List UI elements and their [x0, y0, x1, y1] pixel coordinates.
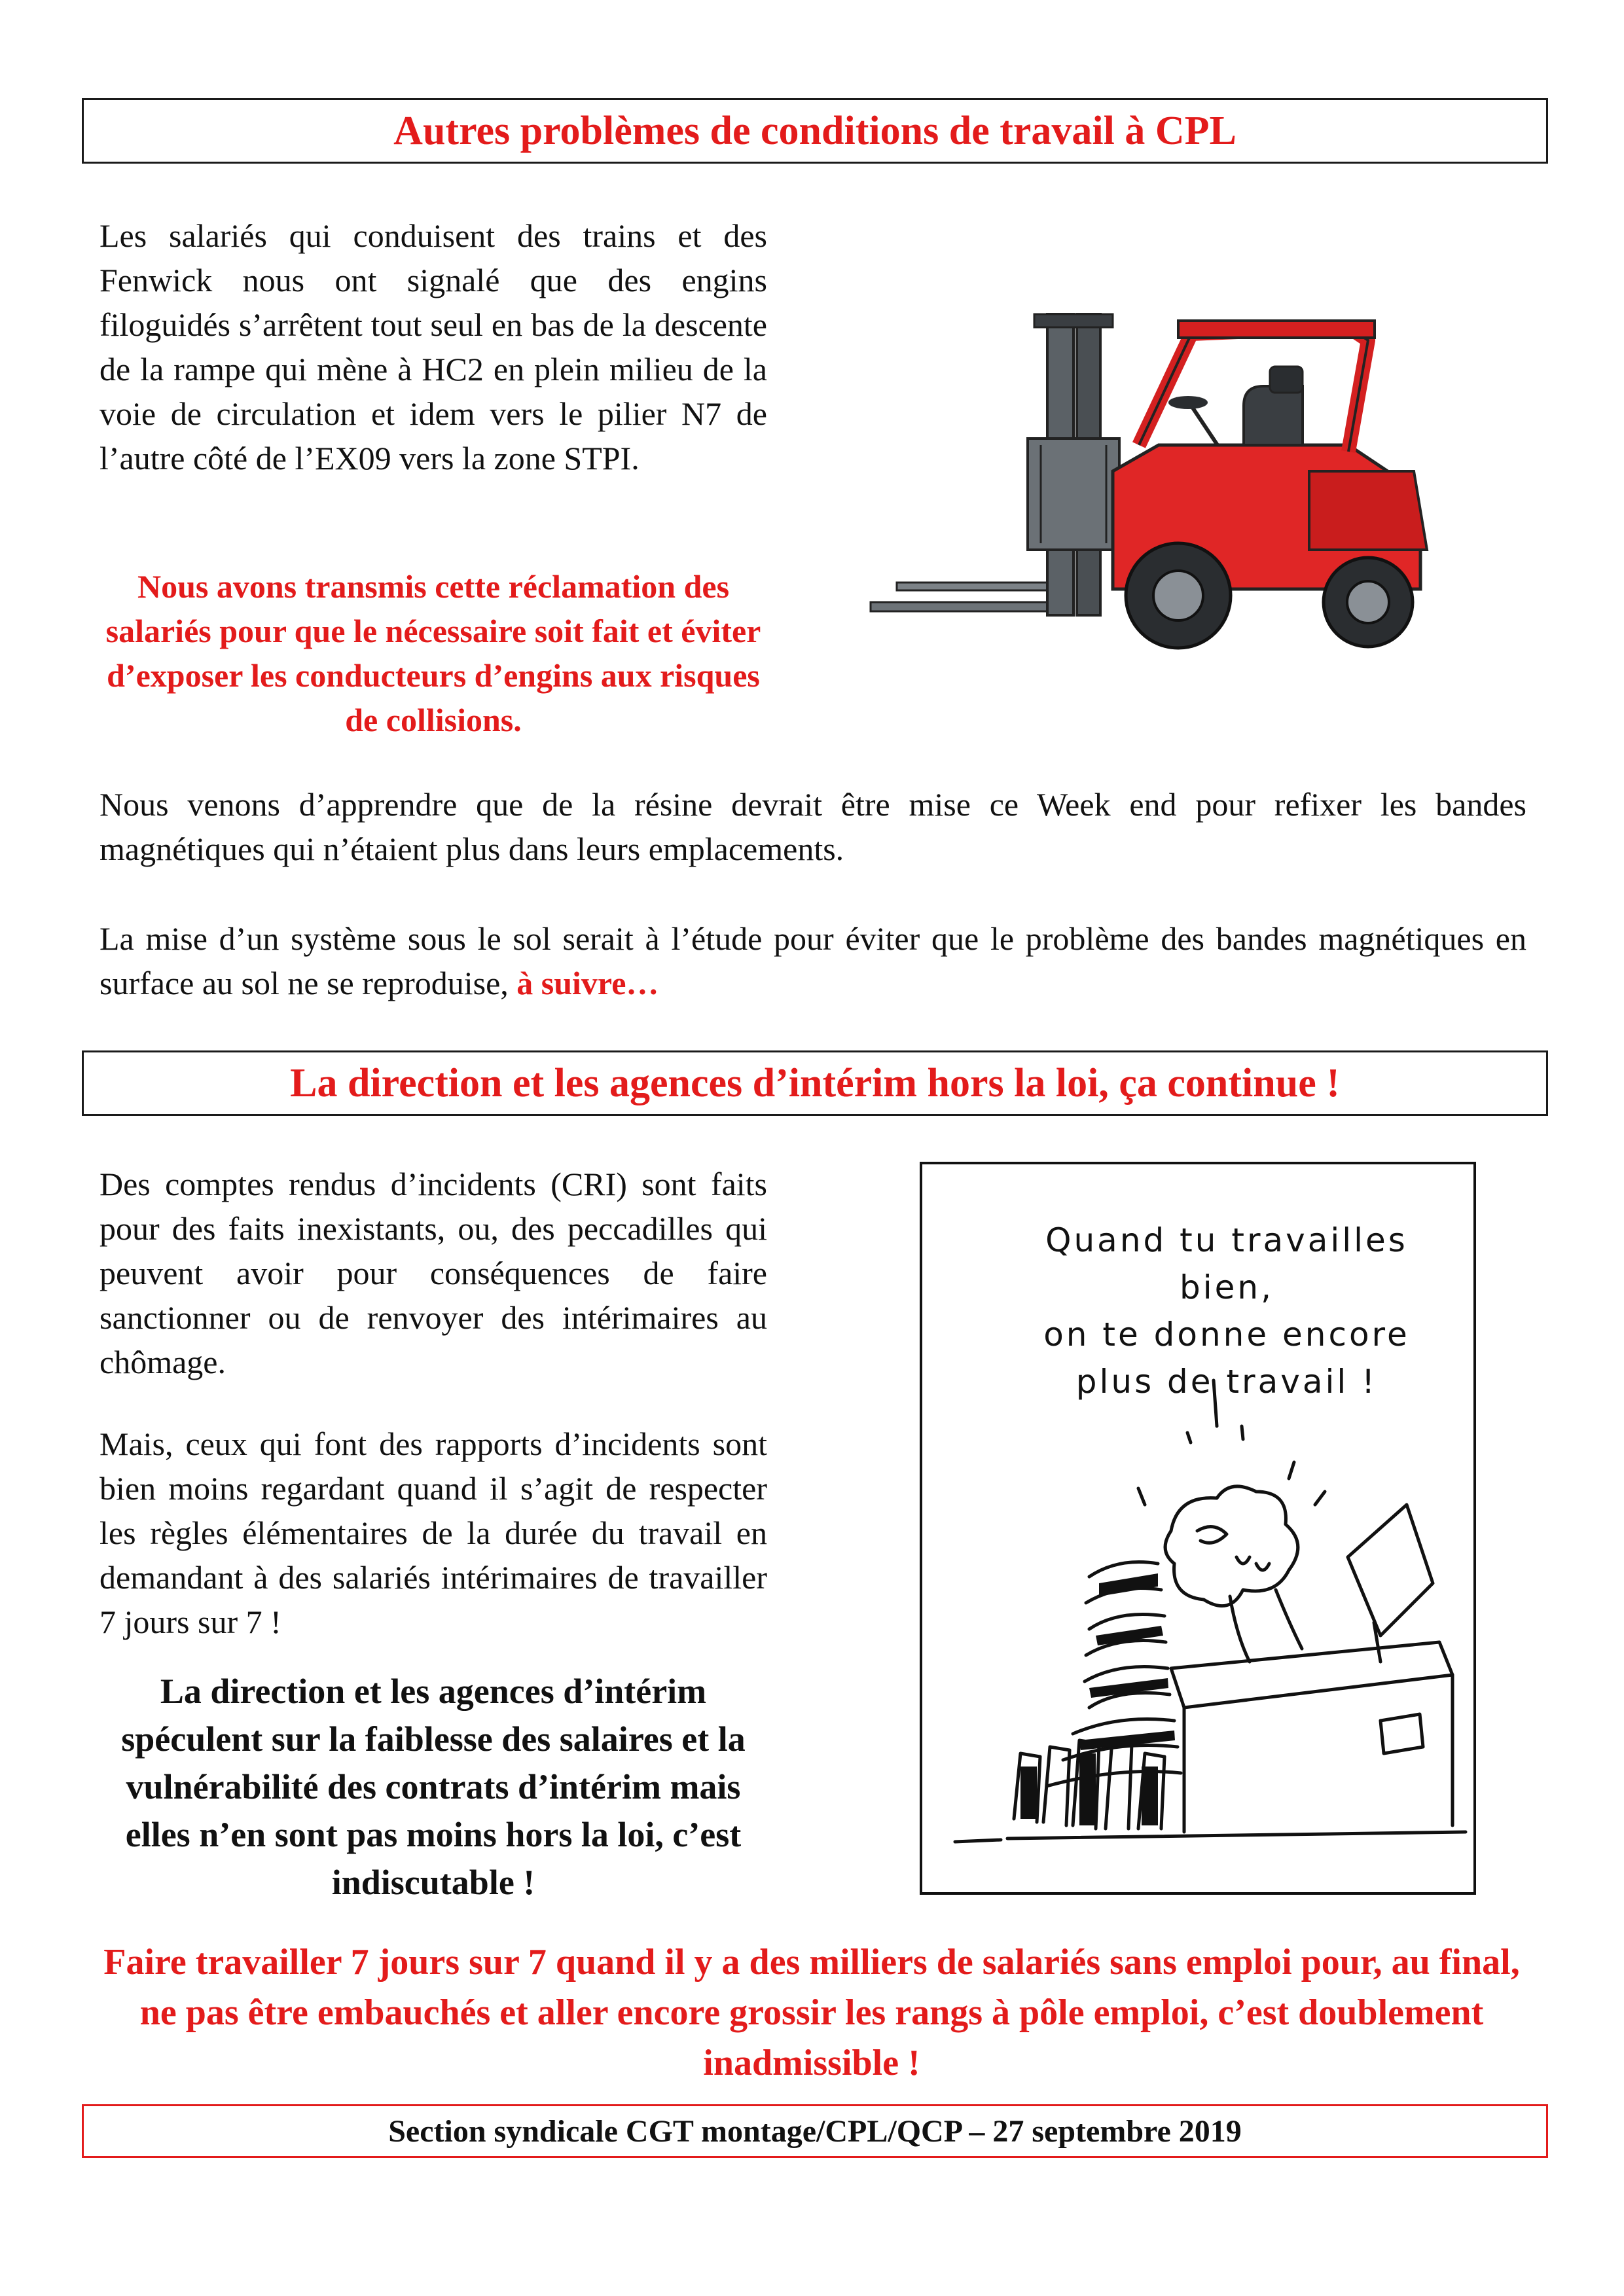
cartoon-frame [920, 1162, 1476, 1895]
forklift-illustration-icon [851, 275, 1453, 681]
section1-paragraph3 [99, 916, 1526, 1005]
cartoon-caption-line: Quand tu travailles bien, [1045, 1221, 1408, 1306]
section2-title: La direction et les agences d’intérim hors la loi, ça continue ! [290, 1061, 1340, 1105]
section2-title-box [82, 1050, 1548, 1116]
section1-paragraph3-emphasis: à suivre… [516, 965, 659, 1001]
cartoon-caption-line: on te donne encore [1043, 1316, 1410, 1354]
section1-paragraph3-text: La mise d’un système sous le sol serait à l’étude pour éviter que le problème des bandes magnétiques en surface au sol ne se reproduise, [99, 920, 1526, 1001]
section1-paragraph2: Nous venons d’apprendre que de la résine devrait être mise ce Week end pour refixer les bandes magnétiques qui n’étaient plus dans leurs emplacements. [99, 786, 1526, 867]
section1-title: Autres problèmes de conditions de travail à CPL [393, 109, 1236, 153]
section2-bold-statement: La direction et les agences d’intérim spéculent sur la faiblesse des salaires et la vulnérabilité des contrats d’intérim mais elles n’en sont pas moins hors la loi, c’est indiscutable ! [121, 1672, 746, 1902]
footer [82, 2104, 1548, 2158]
section1-paragraph1: Les salariés qui conduisent des trains et des Fenwick nous ont signalé que des engins filoguidés s’arrêtent tout seul en bas de la descente de la rampe qui mène à HC2 en plein milieu de la voie de circulation et idem vers le pilier N7 de l’autre côté de l’EX09 vers la zone STPI. [99, 217, 767, 476]
section2-conclusion: Faire travailler 7 jours sur 7 quand il y a des milliers de salariés sans emploi pour, au final, ne pas être embauchés et aller encore grossir les rangs à pôle emploi, c’est doublement inadmissible ! [103, 1942, 1520, 2083]
section2-paragraph2: Mais, ceux qui font des rapports d’incidents sont bien moins regardant quand il s’agit de respecter les règles élémentaires de la durée du travail en demandant à des salariés intérimaires de travailler 7 jours sur 7 ! [99, 1426, 767, 1640]
overworked-office-cartoon-icon [922, 1164, 1473, 1892]
section1-highlight: Nous avons transmis cette réclamation des salariés pour que le nécessaire soit fait et éviter d’exposer les conducteurs d’engins aux risques de collisions. [105, 568, 761, 738]
cartoon-caption-line: plus de travail ! [1075, 1363, 1378, 1401]
footer-text: Section syndicale CGT montage/CPL/QCP – 27 septembre 2019 [388, 2113, 1242, 2149]
section1-title-box [82, 98, 1548, 164]
section2-paragraph1: Des comptes rendus d’incidents (CRI) sont faits pour des faits inexistants, ou, des peccadilles qui peuvent avoir pour conséquences de faire sanctionner ou de renvoyer des intérimaires au chômage. [99, 1166, 767, 1380]
